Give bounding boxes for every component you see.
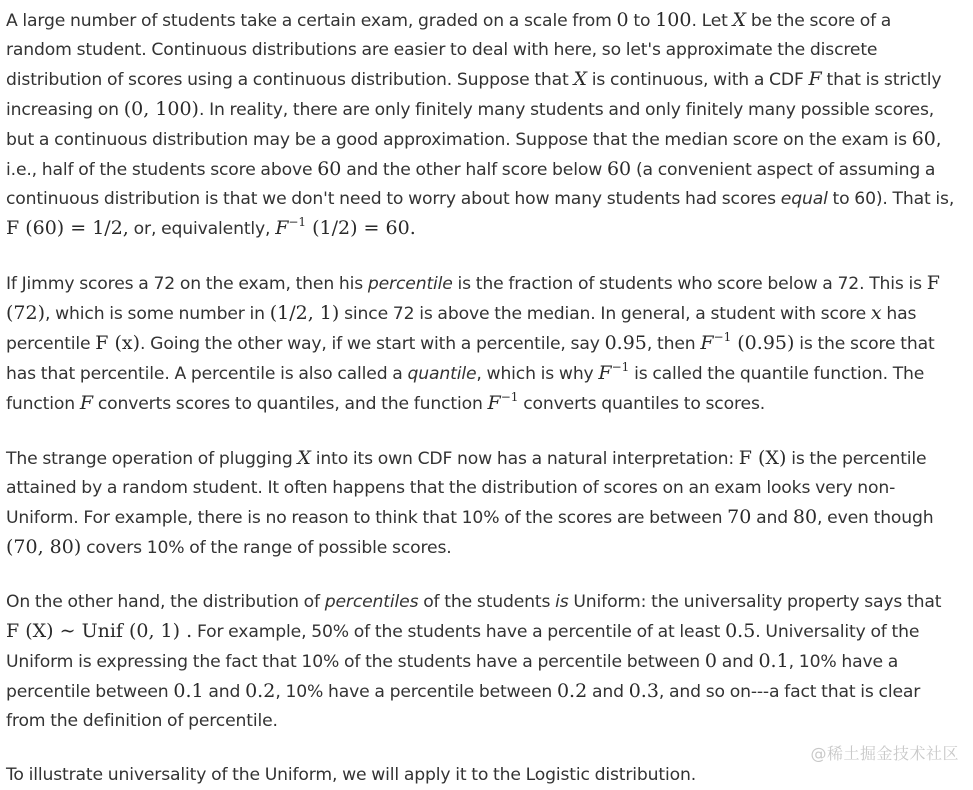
text: and (203, 682, 246, 702)
emphasis: equal (780, 189, 828, 209)
text: A large number of students take a certain exam, graded on a scale from (6, 11, 617, 31)
math-symbol: F (487, 392, 501, 414)
text: and (587, 682, 629, 702)
math-inline: 60 (606, 158, 632, 180)
text: is called the quantile function. The function (6, 364, 925, 414)
math-inline: 60 (317, 158, 342, 180)
text: is the fraction of students who score below a 72. This is (452, 274, 927, 294)
math-inline: 0.2 (556, 680, 588, 702)
math-superscript: −1 (288, 215, 307, 229)
text: To illustrate universality of the Uniform, we will apply it to the Logistic distribution. (6, 765, 697, 785)
math-superscript: −1 (500, 390, 519, 404)
math-inline: (0, 100) (123, 98, 199, 120)
text: . In reality, there are only finitely many students and only finitely many possible scores, but a continuous distribution may be a good approximation. Suppose that the median score on the exam is (6, 100, 935, 150)
text: , 10% have a percentile between (6, 652, 899, 702)
math-inline: (70, 80) (6, 536, 82, 558)
paragraph-1 (6, 6, 956, 244)
text: . Going the other way, if we start with a percentile, say (140, 334, 605, 354)
math-symbol: F (700, 332, 714, 354)
math-inline (700, 332, 794, 354)
text: , i.e., half of the students score above (6, 130, 942, 180)
math-inline: F (79, 392, 94, 414)
math-inline: 0 (616, 9, 629, 31)
text: , which is some number in (45, 304, 270, 324)
article-content (6, 6, 956, 790)
math-inline: 0.1 (173, 680, 204, 702)
text: is continuous, with a CDF (586, 70, 809, 90)
math-superscript: −1 (713, 330, 732, 344)
paragraph-2 (6, 269, 956, 419)
math-inline: 0.3 (628, 680, 659, 702)
text: converts quantiles to scores. (518, 394, 766, 414)
paragraph-4 (6, 588, 956, 736)
math-inline: X (297, 447, 311, 469)
math-inline: x (870, 302, 882, 324)
math-symbol: (1/2) = 60. (306, 217, 416, 239)
math-symbol: F (275, 217, 289, 239)
math-inline: 80 (792, 506, 818, 528)
text: , which is why (476, 364, 599, 384)
text: and (716, 652, 759, 672)
text: is the percentile attained by a random student. It often happens that the distribution of scores on an exam looks very non-Uniform. For example, there is no reason to think that 10% of the scores are between (6, 449, 927, 528)
emphasis: is (555, 592, 569, 612)
math-inline: X (732, 9, 747, 31)
text: or, equivalently, (128, 219, 276, 239)
text: . Universality of the Uniform is expressing the fact that 10% of the students have a percentile between (6, 622, 920, 672)
text: that is strictly increasing on (6, 70, 942, 120)
math-inline: 60 (911, 128, 936, 150)
text: is the score that has that percentile. A percentile is also called a (6, 334, 935, 384)
emphasis: quantile (407, 364, 477, 384)
math-inline: 0.1 (758, 650, 789, 672)
text: , and so on---a fact that is clear from the definition of percentile. (6, 682, 921, 731)
text: . Let (691, 11, 733, 31)
text: to 60). That is, (827, 189, 955, 209)
math-inline: (1/2, 1) (269, 302, 340, 324)
math-inline (275, 217, 416, 239)
math-inline: 100 (655, 9, 692, 31)
math-inline: 0.95 (604, 332, 647, 354)
math-inline: 70 (727, 506, 752, 528)
text: converts scores to quantiles, and the function (93, 394, 488, 414)
text: into its own CDF now has a natural interpretation: (310, 449, 739, 469)
text: On the other hand, the distribution of (6, 592, 325, 612)
math-inline: F (808, 68, 822, 90)
text: If Jimmy scores a 72 on the exam, then his (6, 274, 368, 294)
math-inline: F (72) (6, 272, 940, 324)
math-inline: F (X) ∼ Unif (0, 1) . (6, 620, 193, 642)
math-superscript: −1 (611, 360, 630, 374)
text: to (628, 11, 656, 31)
math-inline (598, 362, 629, 384)
text: be the score of a random student. Continuous distributions are easier to deal with here, so let's approximate the discrete distribution of scores using a continuous distribution. Suppose that (6, 11, 892, 90)
text: and the other half score below (341, 160, 607, 180)
text: and (751, 508, 793, 528)
paragraph-5 (6, 761, 956, 790)
text: (a convenient aspect of assuming a continuous distribution is that we don't need to worry about how many students had scores (6, 160, 936, 209)
text: , even though (817, 508, 934, 528)
math-inline: F (60) = 1/2, (6, 217, 129, 239)
paragraph-3 (6, 444, 956, 563)
text: Uniform: the universality property says that (568, 592, 942, 612)
emphasis: percentile (367, 274, 453, 294)
math-symbol: F (598, 362, 612, 384)
text: , 10% have a percentile between (275, 682, 557, 702)
math-inline: X (573, 68, 587, 90)
math-inline (488, 392, 519, 414)
math-symbol: (0.95) (731, 332, 795, 354)
text: For example, 50% of the students have a percentile of at least (192, 622, 726, 642)
emphasis: percentiles (324, 592, 419, 612)
math-inline: F (x) (95, 332, 141, 354)
math-inline: 0 (704, 650, 717, 672)
text: , then (646, 334, 701, 354)
text: The strange operation of plugging (6, 449, 298, 469)
math-inline: 0.2 (245, 680, 276, 702)
watermark: @稀土掘金技术社区 (810, 744, 959, 763)
text: covers 10% of the range of possible scores. (81, 538, 452, 558)
text: since 72 is above the median. In general, a student with score (339, 304, 871, 324)
math-inline: F (X) (738, 447, 787, 469)
text: has percentile (6, 304, 917, 354)
math-inline: 0.5 (725, 620, 756, 642)
text: of the students (418, 592, 556, 612)
